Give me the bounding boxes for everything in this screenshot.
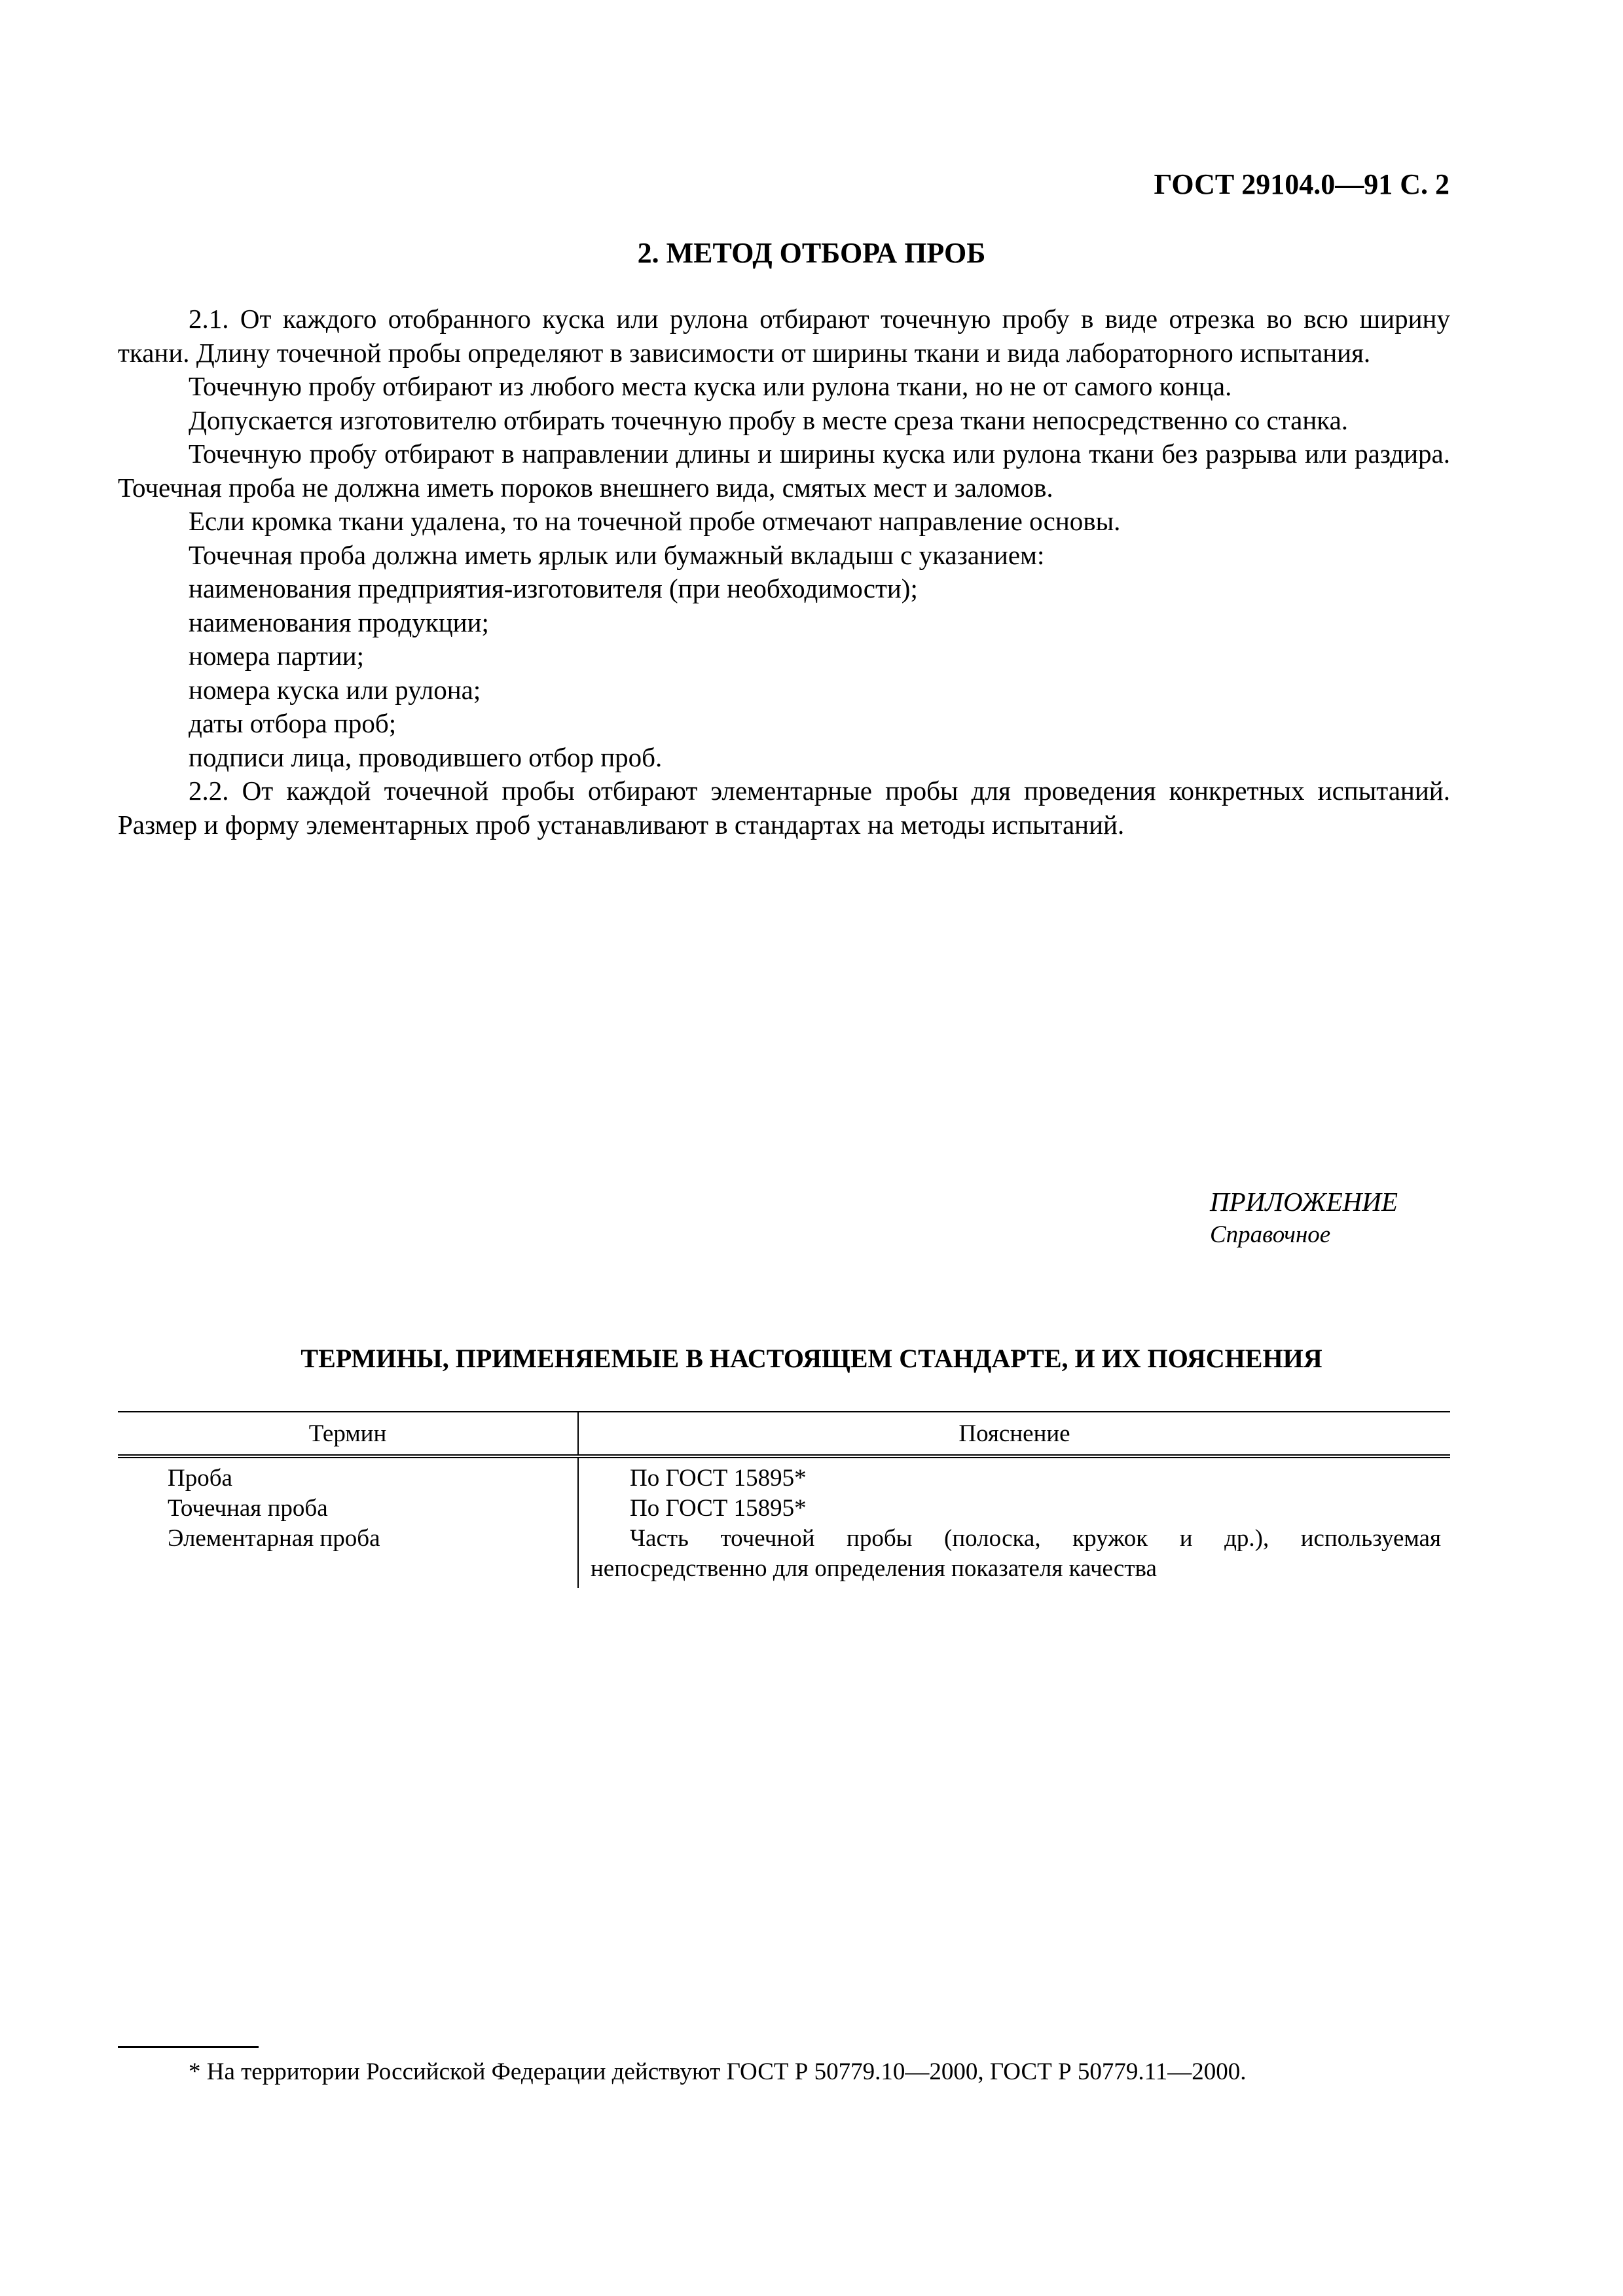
paragraph: Точечная проба должна иметь ярлык или бумажный вкладыш с указанием: — [189, 539, 1045, 570]
list-item: наименования продукции; — [189, 607, 489, 637]
list-item: номера партии; — [189, 641, 365, 671]
appendix-label-block — [1210, 1185, 1398, 1251]
section-body — [118, 302, 1450, 842]
list-item: номера куска или рулона; — [189, 674, 481, 705]
footnote-divider — [118, 2046, 259, 2048]
explanation-cell: По ГОСТ 15895* — [630, 1465, 807, 1492]
appendix-label: ПРИЛОЖЕНИЕ — [1210, 1187, 1398, 1217]
section-title: 2. МЕТОД ОТБОРА ПРОБ — [637, 237, 986, 269]
column-header-term: Термин — [118, 1412, 578, 1456]
paragraph: Точечную пробу отбирают из любого места куска или рулона ткани, но не от самого конца. — [189, 371, 1232, 401]
table-row — [118, 1494, 1450, 1524]
page-header: ГОСТ 29104.0—91 С. 2 — [1154, 168, 1450, 200]
terms-table — [118, 1411, 1450, 1588]
list-item: подписи лица, проводившего отбор проб. — [189, 742, 663, 772]
paragraph: Допускается изготовителю отбирать точечную пробу в месте среза ткани непосредственно со станка. — [189, 404, 1349, 435]
list-item: наименования предприятия-изготовителя (при необходимости); — [189, 573, 918, 603]
paragraph: 2.1. От каждого отобранного куска или рулона отбирают точечную пробу в виде отрезка во всю ширину ткани. Длину точечной пробы определяют в зависимости от ширины ткани и вида лабораторного испытания. — [118, 304, 1450, 368]
term-cell: Элементарная проба — [118, 1524, 578, 1588]
term-cell: Проба — [118, 1456, 578, 1494]
paragraph: Точечную пробу отбирают в направлении длины и ширины куска или рулона ткани без разрыва или раздира. Точечная проба не должна иметь пороков внешнего вида, смятых мест и заломов. — [118, 439, 1450, 503]
term-cell: Точечная проба — [118, 1494, 578, 1524]
explanation-cell: По ГОСТ 15895* — [630, 1495, 807, 1522]
appendix-type: Справочное — [1210, 1221, 1331, 1248]
footnote: * На территории Российской Федерации действуют ГОСТ Р 50779.10—2000, ГОСТ Р 50779.11—2000. — [189, 2058, 1247, 2085]
explanation-cell: Часть точечной пробы (полоска, кружок и др.), используемая непосредственно для определения показателя качества — [591, 1525, 1441, 1582]
list-item: даты отбора проб; — [189, 708, 397, 738]
paragraph: 2.2. От каждой точечной пробы отбирают элементарные пробы для проведения конкретных испытаний. Размер и форму элементарных проб устанавливают в стандартах на методы испытаний. — [118, 776, 1450, 840]
table-header-row — [118, 1412, 1450, 1456]
table-row — [118, 1524, 1450, 1588]
terms-title: ТЕРМИНЫ, ПРИМЕНЯЕМЫЕ В НАСТОЯЩЕМ СТАНДАРТЕ, И ИХ ПОЯСНЕНИЯ — [301, 1344, 1322, 1373]
paragraph: Если кромка ткани удалена, то на точечной пробе отмечают направление основы. — [189, 506, 1121, 536]
table-row — [118, 1456, 1450, 1494]
column-header-explanation: Пояснение — [578, 1412, 1450, 1456]
